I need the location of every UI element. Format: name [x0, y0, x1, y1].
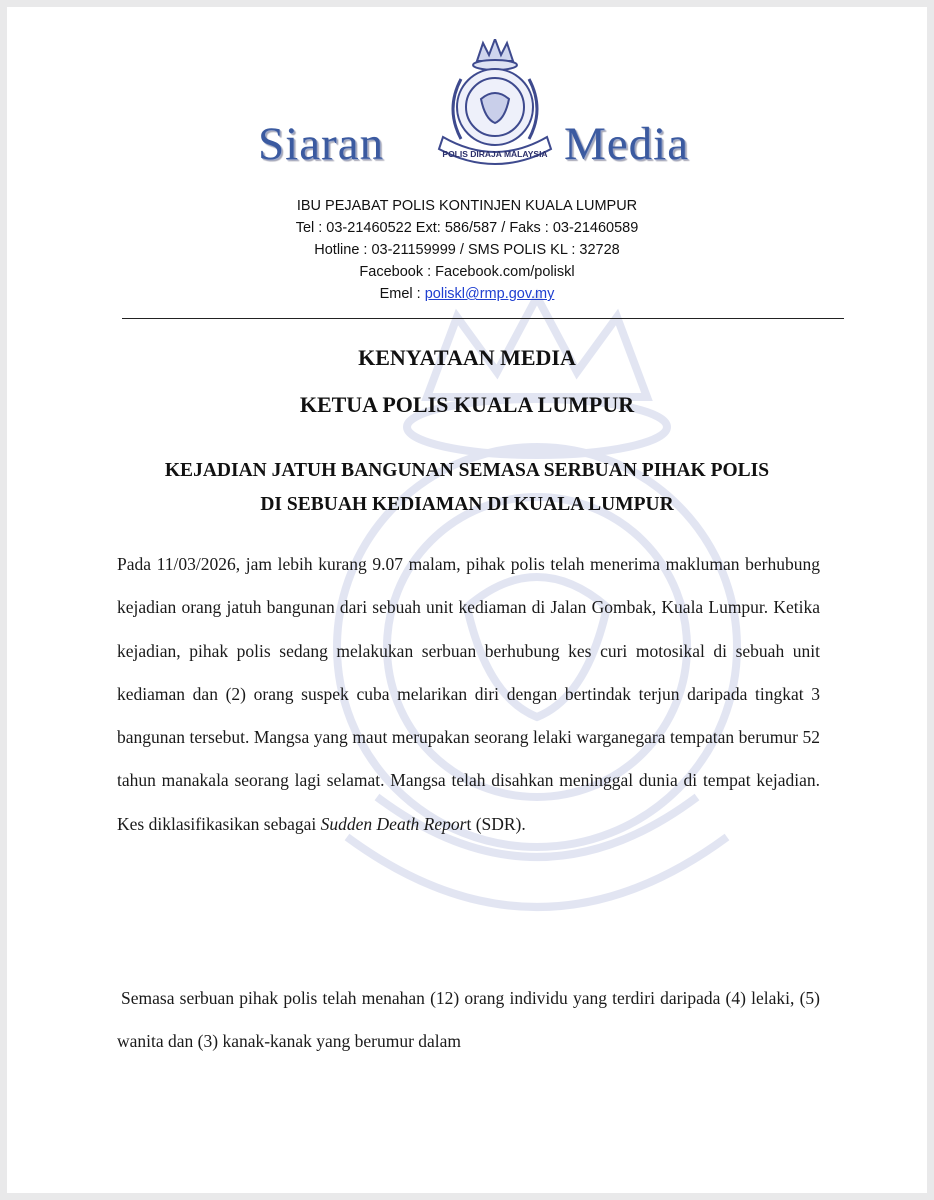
telephone-line: Tel : 03-21460522 Ext: 586/587 / Faks : 03-21460589 [295, 220, 639, 236]
statement-author: KETUA POLIS KUALA LUMPUR [299, 392, 635, 417]
facebook-line: Facebook : Facebook.com/poliskl [359, 264, 575, 280]
body-paragraph-2: Semasa serbuan pihak polis telah menahan (12) orang individu yang terdiri daripada (4) lelaki, (5) wanita dan (3) kanak-kanak yang berumur dalam [117, 988, 820, 1052]
paragraph-1-end: t (SDR). [466, 813, 526, 834]
statement-title: KENYATAAN MEDIA [358, 345, 576, 370]
email-line [187, 283, 747, 305]
email-link[interactable]: poliskl@rmp.gov.my [424, 286, 555, 302]
header-word-siaran: Siaran [258, 118, 385, 170]
header-divider [122, 318, 844, 319]
police-crest-logo [425, 39, 565, 169]
header-word-media: Media [564, 118, 690, 170]
paragraph-1-text: Pada 11/03/2026, jam lebih kurang 9.07 malam, pihak polis telah menerima makluman berhubung kejadian orang jatuh bangunan dari sebuah unit kediaman di Jalan Gombak, Kuala Lumpur. Ketika kejadian, pihak polis sedang melakukan serbuan berhubung kes curi motosikal di sebuah unit kediaman dan (2) orang suspek cuba melarikan diri dengan bertindak terjun daripada tingkat 3 bangunan tersebut. Mangsa yang maut merupakan seorang lelaki warganegara tempatan berumur 52 tahun manakala seorang lagi selamat. Mangsa telah disahkan meninggal dunia di tempat kejadian. Kes diklasifikasikan sebagai [117, 554, 820, 834]
press-release-page [7, 7, 927, 1193]
body-paragraph-1 [117, 543, 820, 846]
email-label: Emel : [379, 286, 425, 302]
headline-line-1: KEJADIAN JATUH BANGUNAN SEMASA SERBUAN PIHAK POLIS [164, 460, 770, 481]
office-name: IBU PEJABAT POLIS KONTINJEN KUALA LUMPUR [296, 198, 638, 214]
hotline-line: Hotline : 03-21159999 / SMS POLIS KL : 32728 [314, 242, 620, 258]
crest-banner-text: POLIS DIRAJA MALAYSIA [442, 149, 548, 159]
headline-line-2: DI SEBUAH KEDIAMAN DI KUALA LUMPUR [260, 494, 674, 515]
paragraph-1-italic-term: Sudden Death Repor [320, 813, 467, 834]
